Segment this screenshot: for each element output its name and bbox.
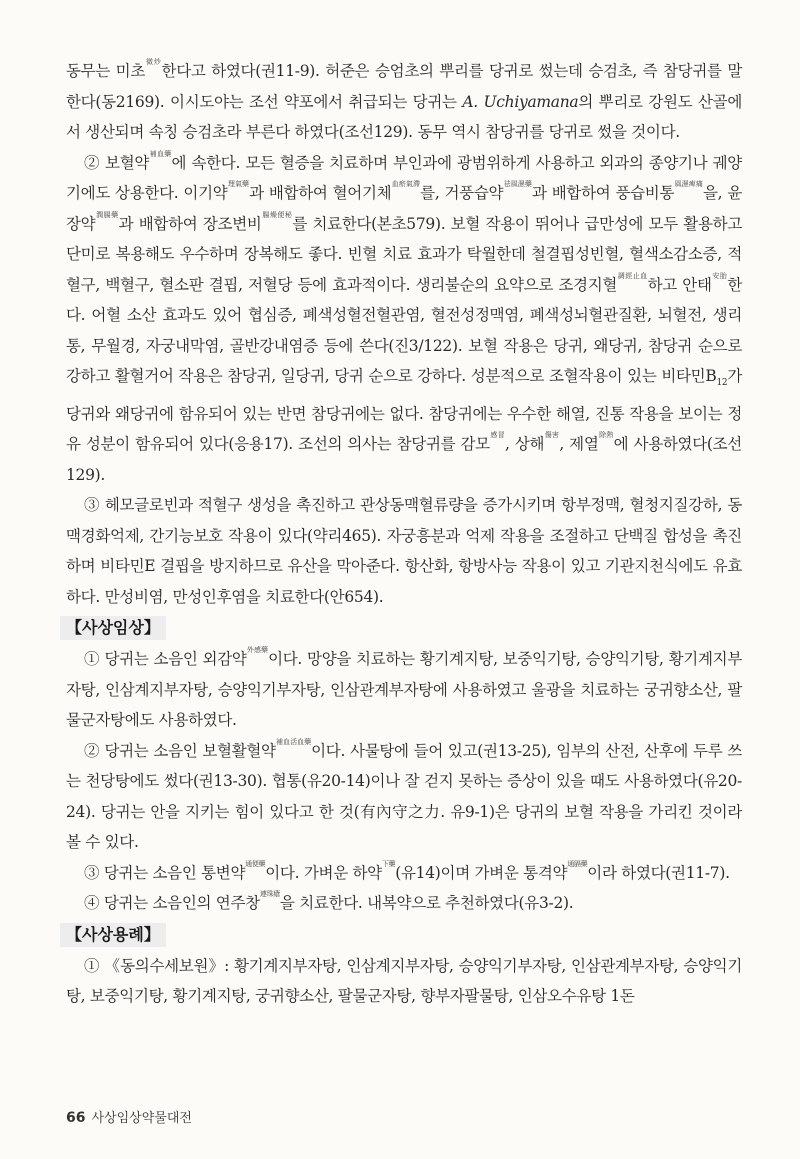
text: 이라 하였다(권11-7). <box>587 863 730 882</box>
paragraph-7 <box>66 888 742 919</box>
text: (유14)이며 가벼운 통격약 <box>395 863 568 882</box>
text: 을, 윤장약 <box>66 184 742 233</box>
hanja-annotation: 腸燥便秘 <box>261 210 293 219</box>
text: ④ 당귀는 소음인의 연주창 <box>84 894 260 913</box>
page-body <box>66 56 742 1012</box>
text: 이다. 가벼운 하약 <box>265 863 382 882</box>
hanja-annotation: 外感藥 <box>246 646 269 655</box>
section-heading-clinical <box>60 616 742 642</box>
text: 를 치료한다(본초579). 보혈 작용이 뛰어나 급만성에 모두 활용하고 단미로 복용해도 우수하며 장복해도 좋다. 빈혈 치료 효과가 탁월한데 철결핍성빈혈, 혈색소감소증, 적혈구, 백혈구, 혈소판 결핍, 저혈당 등에 효과적이다. 생리불순의 요약으로 조경지혈 <box>66 214 742 294</box>
text: 이다. 사물탕에 들어 있고(권13-25), 임부의 산전, 산후에 두루 쓰는 천당탕에도 썼다(권13-30). 협통(유20-14)이나 잘 걷지 못하는 증상이 있을 때도 사용하였다(유20-24). 당귀는 안을 지키는 힘이 있다고 한 것(有內守之力. 유9-1)은 당귀의 보혈 작용을 가리킨 것이라 볼 수 있다. <box>66 741 742 852</box>
paragraph-1 <box>66 56 742 148</box>
text: 과 배합하여 풍습비통 <box>532 184 675 202</box>
hanja-annotation: 通便藥 <box>245 859 266 868</box>
text: 동무는 미초 <box>66 62 146 80</box>
text: 에 사용하였다(조선129). <box>66 435 742 484</box>
text: , 상해 <box>504 435 545 454</box>
paragraph-4 <box>66 644 742 736</box>
paragraph-3: ③ 헤모글로빈과 적혈구 생성을 촉진하고 관상동맥혈류량을 증가시키며 항부정맥, 혈청지질강하, 동맥경화억제, 간기능보호 작용이 있다(약리465). 자궁흥분과 억제 작용을 조절하고 단백질 합성을 촉진하며 비타민E 결핍을 방지하므로 유산을 막아준다. 항산화, 항방사능 작용이 있고 기관지천식에도 유효하다. 만성비염, 만성인후염을 치료한다(안654). <box>66 496 742 606</box>
text: 한다고 하였다(권11-9). 허준은 승엄초의 뿌리를 당귀로 썼는데 승검초, 즉 참당귀를 말한다(동2169). 이시도야는 조선 약포에서 취급되는 당귀는 <box>66 62 743 111</box>
book-title: 사상임상약물대전 <box>91 1111 192 1126</box>
hanja-annotation: 祛風濕藥 <box>503 180 533 188</box>
hanja-annotation: 補血藥 <box>149 149 172 158</box>
section-heading-label: 【사상용례】 <box>60 923 166 947</box>
page-footer <box>66 1107 192 1126</box>
page-number: 66 <box>66 1110 86 1126</box>
text: 이다. 망양을 치료하는 황기계지탕, 보중익기탕, 승양익기탕, 황기계지부자탕, 인삼계지부자탕, 승양익기부자탕, 인삼관계부자탕에 사용하였고 울광을 치료하는 궁귀향소산, 팔물군자탕에도 사용하였다. <box>66 650 742 730</box>
subscript: 12 <box>716 378 728 389</box>
hanja-annotation: 潤腸藥 <box>95 210 119 219</box>
text: 을 치료한다. 내복약으로 추천하였다(유3-2). <box>279 894 574 913</box>
text: 에 속한다. 모든 혈증을 치료하며 부인과에 광범위하게 사용하고 외과의 종양기나 궤양기에도 상용한다. 이기약 <box>66 153 742 202</box>
hanja-annotation: 連珠瘡 <box>259 890 280 899</box>
text: 의 뿌리로 강원도 산골에서 생산되며 속칭 승검초라 부른다 하였다(조선129). 동무 역시 참당귀를 당귀로 썼을 것이다. <box>66 92 743 141</box>
hanja-annotation: 傷害 <box>544 431 560 440</box>
latin-name: A. Uchiyamana <box>462 92 579 111</box>
hanja-annotation: 調經止血 <box>617 271 648 280</box>
hanja-annotation: 血瘀氣滯 <box>391 180 421 188</box>
hanja-annotation: 下藥 <box>381 859 396 868</box>
text: 를, 거풍습약 <box>420 184 504 202</box>
paragraph-8: ① 《동의수세보원》: 황기계지부자탕, 인삼계지부자탕, 승양익기부자탕, 인삼관계부자탕, 승양익기탕, 보중익기탕, 황기계지탕, 궁귀향소산, 팔물군자탕, 향부자팔물탕, 인삼오수유탕 1돈 <box>66 956 742 1006</box>
hanja-annotation: 通膈藥 <box>567 859 588 868</box>
text: 가 당귀와 왜당귀에 함유되어 있는 반면 참당귀에는 없다. 참당귀에는 우수한 해열, 진통 작용을 보이는 정유 성분이 함유되어 있다(응용17). 조선의 의사는 참당귀를 감모 <box>66 367 742 454</box>
text: 하고 안태 <box>647 275 712 294</box>
paragraph-5 <box>66 736 742 858</box>
text: ② 보혈약 <box>84 153 150 172</box>
hanja-annotation: 安胎 <box>711 271 728 280</box>
text: 과 배합하여 혈어기체 <box>249 184 392 202</box>
section-heading-usage <box>60 923 742 949</box>
hanja-annotation: 除熱 <box>598 431 614 440</box>
hanja-annotation: 補血活血藥 <box>275 737 312 746</box>
text: ③ 당귀는 소음인 통변약 <box>84 863 246 882</box>
hanja-annotation: 感冒 <box>489 431 505 440</box>
text: , 제열 <box>559 435 599 454</box>
text: ② 당귀는 소음인 보혈활혈약 <box>84 741 276 760</box>
text: ① 당귀는 소음인 외감약 <box>84 650 247 669</box>
hanja-annotation: 理氣藥 <box>227 180 250 188</box>
text: 과 배합하여 장조변비 <box>118 214 262 233</box>
paragraph-6 <box>66 858 742 889</box>
hanja-annotation: 風濕痺痛 <box>674 180 703 188</box>
text: 한다. 어혈 소산 효과도 있어 협심증, 폐색성혈전혈관염, 혈전성정맥염, 폐색성뇌혈관질환, 뇌혈전, 생리통, 무월경, 자궁내막염, 골반강내염증 등에 쓴다(진3/122). 보혈 작용은 당귀, 왜당귀, 참당귀 순으로 강하고 활혈거어 작용은 참당귀, 일당귀, 당귀 순으로 강하다. 성분적으로 조혈작용이 있는 비타민B <box>66 275 742 385</box>
paragraph-2 <box>66 148 742 491</box>
section-heading-label: 【사상임상】 <box>60 616 166 640</box>
hanja-annotation: 微炒 <box>145 58 162 66</box>
